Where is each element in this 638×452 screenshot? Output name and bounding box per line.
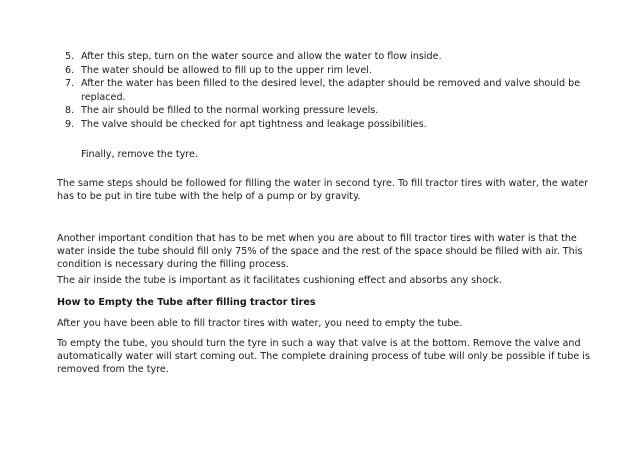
section-heading: How to Empty the Tube after filling tractor tires xyxy=(57,297,316,308)
list-item-number: 5. xyxy=(65,51,75,62)
list-item xyxy=(65,64,601,77)
condition-paragraph: Another important condition that has to be met when you are about to fill tractor tires with water is that the water inside the tube should fill only 75% of the space and the rest of the space should be filled with air. This condition is necessary during the filling process. xyxy=(57,233,583,271)
list-item-text: The valve should be checked for apt tightness and leakage possibilities. xyxy=(81,119,427,131)
after-fill-paragraph: After you have been able to fill tractor tires with water, you need to empty the tube. xyxy=(57,318,463,329)
steps-list xyxy=(65,50,601,132)
list-item-text: The water should be allowed to fill up to the upper rim level. xyxy=(81,64,372,76)
list-item-text: After the water has been filled to the desired level, the adapter should be removed and valve should be replaced. xyxy=(81,78,581,103)
to-empty-paragraph: To empty the tube, you should turn the tyre in such a way that valve is at the bottom. Remove the valve and automatically water will start coming out. The complete draining process of tube will only be possible if tube is removed from the tyre. xyxy=(57,338,590,376)
list-item xyxy=(65,77,601,103)
list-item-number: 8. xyxy=(65,105,75,117)
list-item xyxy=(65,50,601,63)
list-item-text: After this step, turn on the water source and allow the water to flow inside. xyxy=(81,51,442,62)
list-item-number: 9. xyxy=(65,119,75,131)
same-steps-paragraph: The same steps should be followed for filling the water in second tyre. To fill tractor tires with water, the water has to be put in tire tube with the help of a pump or by gravity. xyxy=(57,178,589,203)
list-item-text: The air should be filled to the normal working pressure levels. xyxy=(81,105,379,117)
finally-note: Finally, remove the tyre. xyxy=(81,149,198,160)
list-item-number: 6. xyxy=(65,64,75,76)
list-item xyxy=(65,118,601,131)
list-item-number: 7. xyxy=(65,78,75,90)
air-inside-paragraph: The air inside the tube is important as it facilitates cushioning effect and absorbs any shock. xyxy=(57,275,502,286)
list-item xyxy=(65,104,601,117)
